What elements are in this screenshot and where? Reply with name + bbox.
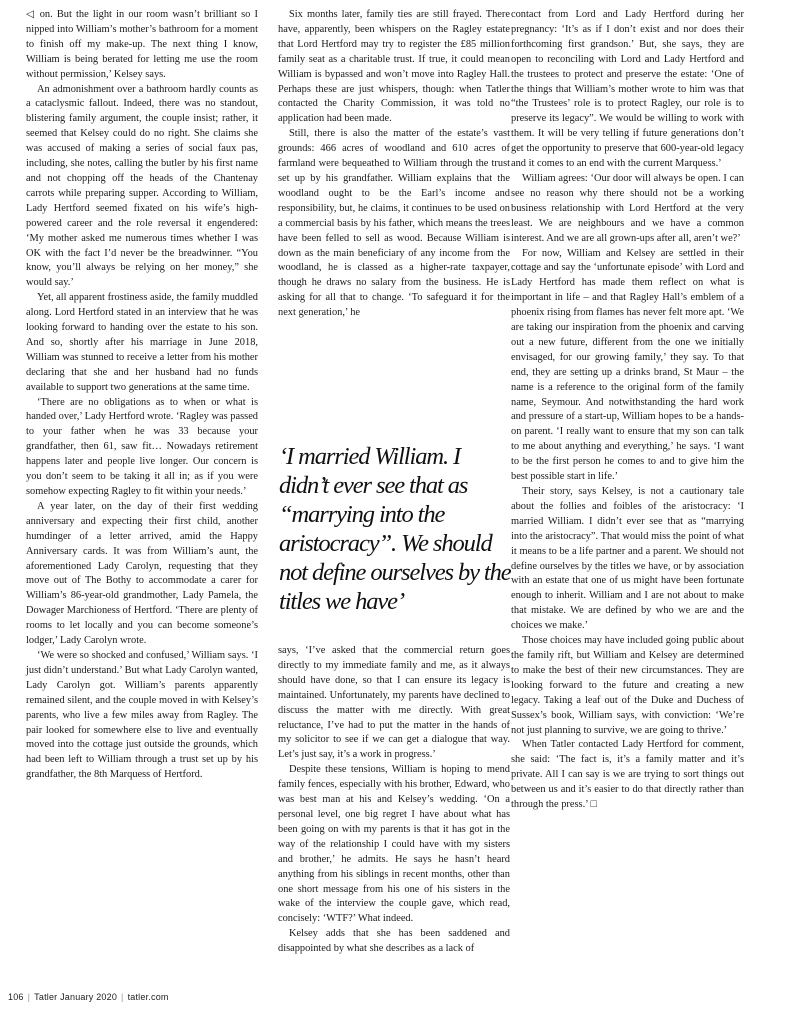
footer-divider: | — [27, 992, 31, 1002]
paragraph: Still, there is also the matter of the estate’s vast grounds: 466 acres of woodland and 610 acres of farmland were bequeathed to William through the trust set up by his grandfather. William explains that the woodland ought to be the Earl’s income and responsibility, but, he claims, it continues to be used on a commercial basis by his father, which means the trees have been felled to sell as wood. Because William is down as the main beneficiary of any income from the woodland, he is classed as a higher-rate taxpayer, though he draws no salary from the business. He is asking for all that to change. ‘To safeguard it for the next generation,’ he — [278, 128, 510, 319]
footer-divider: | — [121, 992, 124, 1002]
website-link[interactable]: tatler.com — [127, 992, 169, 1002]
article-column-3 — [511, 8, 744, 813]
paragraph: ‘There are no obligations as to when or what is handed over,’ Lady Hertford wrote. ‘Ragley was passed to your father when he was 33 because your grandfather, then 61, saw fit… Nowadays retirement happens later and people live longer. Our concern is you don’t seem to be taking it all in; as if you were somehow expecting Ragley to fit within your needs.’ — [26, 396, 258, 497]
paragraph: says, ‘I’ve asked that the commercial return goes directly to my immediate family and me, as it always should have done, so that I can ensure its legacy is maintained. Unfortunately, my parents have declined to discuss the matter with me directly. With great reluctance, I’ve had to put the matter in the hands of my solicitor to see if we can get a dialogue that way. Let’s just say, it’s a work in progress.’ — [278, 645, 510, 761]
paragraph: ‘We were so shocked and confused,’ William says. ‘I just didn’t understand.’ But what Lady Carolyn wanted, Lady Carolyn got. William’s parents apparently remained silent, and the couple moved in with Kelsey’s parents, who live a few miles away from Ragley. The pair looked for somewhere else to live and eventually moved into the cottage just outside the grounds, which had been left to William through a trust set up by his grandfather, the 8th Marquess of Hertford. — [26, 649, 258, 781]
page-footer — [8, 992, 169, 1002]
paragraph: Those choices may have included going public about the family rift, but William and Kelsey are determined to make the best of their new circumstances. They are looking forward to the future and creating a new legacy. Taking a leaf out of the Duke and Duchess of Sussex’s book, William says, with conviction: ‘We’re not just planning to survive, we are going to thrive.’ — [511, 635, 744, 736]
paragraph: Yet, all apparent frostiness aside, the family muddled along. Lord Hertford stated in an interview that he was looking forward to handing over the estate to his son. And so, shortly after his marriage in June 2018, William was stunned to receive a letter from his mother declaring that she and her husband had no funds available to support two generations at the same time. — [26, 292, 258, 393]
paragraph: contact from Lord and Lady Hertford during her pregnancy: ‘It’s as if I don’t exist and nor does their forthcoming first grandson.’ But, she says, they are open to reconciling with Lord and Lady Hertford and the trustees to protect and preserve the estate: ‘One of the things that William’s mother wrote to him was that “the Trustees’ role is to protect Ragley, our role is to preserve its legacy”. We would be willing to work with them. It will be very telling if future generations don’t get the opportunity to preserve that 600-year-old legacy and it comes to an end with the current Marquess.’ — [511, 9, 744, 170]
article-column-2-continued — [278, 644, 510, 957]
paragraph: A year later, on the day of their first wedding anniversary and expecting their first child, another humdinger of a letter arrived, amid the Happy Anniversary cards. It was from William’s aunt, the aforementioned Lady Carolyn, requesting that they move out of The Bothy to accommodate a carer for William’s 86-year-old grandmother, Lady Pamela, the Dowager Marchioness of Hertford. ‘There are plenty of rooms to let locally and you can become someone’s lodger,’ Lady Carolyn wrote. — [26, 500, 258, 647]
article-column-2 — [278, 8, 510, 321]
paragraph: William agrees: ‘Our door will always be open. I can see no reason why there should not be a working business relationship with Lord Hertford at the very least. We are neighbours and we have a common interest. And we are all grown-ups after all, aren’t we?’ — [511, 172, 744, 244]
page-number: 106 — [8, 992, 24, 1002]
magazine-issue: Tatler January 2020 — [34, 992, 118, 1002]
article-column-1 — [26, 8, 258, 783]
paragraph: Their story, says Kelsey, is not a cautionary tale about the follies and foibles of the aristocracy: ‘I married William. I didn’t ever see that as “marrying into the aristocracy”. That would miss the point of what it means to be a life partner and a parent. We should not define ourselves by the titles we have, or by association with an estate that one of us might have been fortunate enough to inherit. William and I are not about to make that mistake. We are defined by who we are and the choices we make.’ — [511, 486, 744, 632]
paragraph: Despite these tensions, William is hoping to mend family fences, especially with his brother, Edward, who was best man at his and Kelsey’s wedding. ‘On a personal level, one big regret I have about what has been going on with my parents is that it has got in the way of the relationship I could have with my sisters and brother,’ he admits. He says he hasn’t heard anything from his siblings in recent months, other than one short message from his one of his sisters in the wake of the interview the couple gave, which read, concisely: ‘WTF?’ What indeed. — [278, 764, 510, 925]
paragraph: When Tatler contacted Lady Hertford for comment, she said: ‘The fact is, it’s a family matter and it’s private. All I can say is we are trying to sort things out between us and it’s easier to do that directly rather than through the press.’ □ — [511, 739, 744, 811]
paragraph: ◁ on. But the light in our room wasn’t brilliant so I nipped into William’s mother’s bathroom for a moment to finish off my make-up. The next thing I know, William is being berated for letting me use the room without permission,’ Kelsey says. — [26, 9, 258, 80]
paragraph: An admonishment over a bathroom hardly counts as a cataclysmic fallout. Indeed, there was no standout, blistering family argument, the couple insist; rather, it seemed that Kelsey could do no right. She claims she was accused of making a series of social faux pas, including, she notes, calling the butler by his first name and not chopping off the heads of the Chantenay carrots while preparing supper. According to William, Lady Hertford seemed fixated on his wife’s high-powered career and the role reversal it engendered: ‘My mother asked me numerous times whether I was OK with the fact I’d never be the breadwinner. “You know, you’ll always be relying on her money,” she would say.’ — [26, 83, 258, 289]
paragraph: Six months later, family ties are still frayed. There have, apparently, been whispers on the Ragley estate that Lord Hertford may try to register the £85 million family seat as a charitable trust. If true, it could mean William is bypassed and won’t move into Ragley Hall. Perhaps these are just whispers, though: when Tatler contacted the Charity Commission, it was told no application had been made. — [278, 9, 510, 125]
paragraph: For now, William and Kelsey are settled in their cottage and say the ‘unfortunate episode’ with Lord and Lady Hertford has made them reflect on what is important in life – and that Ragley Hall’s emblem of a phoenix rising from flames has never felt more apt. ‘We are taking our inspiration from the phoenix and carving out a new future, different from the one we initially envisaged, for our growing family,’ they say. To that end, they are setting up a drinks brand, St Maur – the name is a reference to the original form of the family name, Seymour. And notwithstanding the hard work and pressure of a start-up, William hopes to be a hands-on parent. ‘I really want to ensure that my son can talk to me about anything and everything,’ he says. ‘I want to be the first person he comes to and to give him the best possible start in life.’ — [511, 247, 744, 483]
pull-quote — [279, 442, 511, 616]
paragraph: Kelsey adds that she has been saddened and disappointed by what she describes as a lack of — [278, 928, 510, 955]
pull-quote-text: ‘I married William. I didn’t ever see that as “marrying into the aristocracy”. We should not define ourselves by the titles we have’ — [279, 443, 511, 615]
